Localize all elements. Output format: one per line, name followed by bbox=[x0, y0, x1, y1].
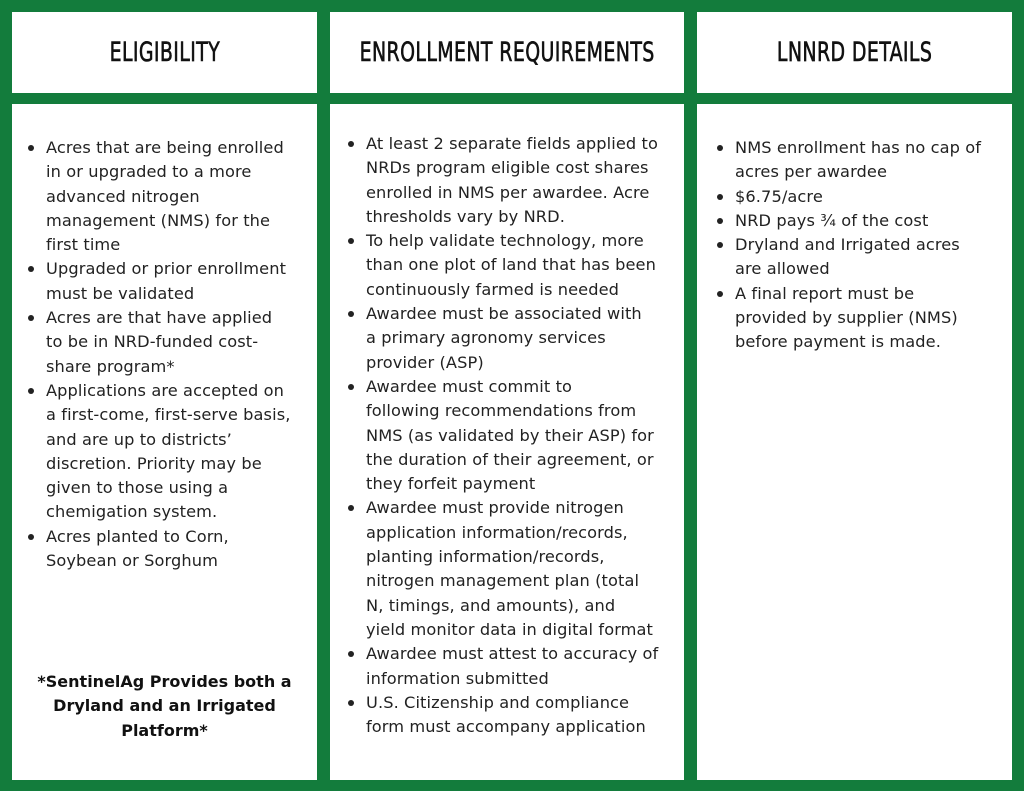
list-item-line: they forfeit payment bbox=[366, 474, 536, 494]
list-item-line: provider (ASP) bbox=[366, 352, 484, 372]
list-item bbox=[344, 642, 684, 691]
list-item-line: application information/records, bbox=[366, 522, 628, 542]
list-item bbox=[24, 525, 314, 574]
list-item-line: yield monitor data in digital format bbox=[366, 619, 654, 639]
list-item-line: acres per awardee bbox=[735, 162, 888, 182]
list-item-line: are allowed bbox=[735, 259, 830, 279]
list-item-line: continuously farmed is needed bbox=[366, 279, 620, 299]
list-item-line: chemigation system. bbox=[46, 502, 218, 522]
eligibility-header bbox=[12, 12, 317, 93]
list-item-line: Acres are that have applied bbox=[46, 308, 273, 328]
lnnrd-details-panel bbox=[697, 104, 1012, 780]
enrollment-requirements-header bbox=[330, 12, 684, 93]
list-item-line: a primary agronomy services bbox=[366, 328, 606, 348]
list-item-line: To help validate technology, more bbox=[366, 231, 644, 251]
list-item-line: in or upgraded to a more bbox=[46, 162, 252, 182]
list-item-line: planting information/records, bbox=[366, 547, 605, 567]
enrollment-requirements-list bbox=[344, 132, 684, 739]
enrollment-requirements-panel bbox=[330, 104, 684, 780]
list-item-line: information submitted bbox=[366, 668, 549, 688]
list-item-line: enrolled in NMS per awardee. Acre bbox=[366, 182, 650, 202]
list-item-line: U.S. Citizenship and compliance bbox=[366, 692, 630, 712]
list-item bbox=[344, 496, 684, 642]
list-item bbox=[344, 229, 684, 302]
list-item-line: At least 2 separate fields applied to bbox=[366, 134, 658, 153]
list-item-line: Acres that are being enrolled bbox=[46, 138, 284, 157]
list-item bbox=[344, 302, 684, 375]
list-item-line: Awardee must attest to accuracy of bbox=[366, 644, 659, 664]
eligibility-title: ELIGIBILITY bbox=[109, 37, 220, 68]
list-item bbox=[24, 306, 314, 379]
list-item bbox=[344, 691, 684, 740]
lnnrd-details-list bbox=[713, 136, 1009, 355]
footnote-line: Platform* bbox=[121, 720, 208, 740]
sentinelag-footnote bbox=[12, 670, 317, 743]
list-item-line: Applications are accepted on bbox=[46, 380, 284, 400]
list-item-line: following recommendations from bbox=[366, 401, 637, 421]
list-item-line: must be validated bbox=[46, 283, 195, 303]
list-item-line: share program* bbox=[46, 356, 175, 376]
list-item-line: Awardee must commit to bbox=[366, 376, 573, 396]
list-item-line: discretion. Priority may be bbox=[46, 453, 262, 473]
list-item-line: than one plot of land that has been bbox=[366, 255, 656, 275]
list-item-line: Soybean or Sorghum bbox=[46, 551, 218, 571]
list-item-line: Upgraded or prior enrollment bbox=[46, 259, 287, 279]
list-item-line: Acres planted to Corn, bbox=[46, 526, 229, 546]
lnnrd-details-header bbox=[697, 12, 1012, 93]
list-item-line: the duration of their agreement, or bbox=[366, 449, 654, 469]
list-item-line: NMS (as validated by their ASP) for bbox=[366, 425, 654, 445]
list-item-line: nitrogen management plan (total bbox=[366, 571, 640, 591]
list-item-line: $6.75/acre bbox=[735, 186, 823, 206]
list-item-line: NRD pays ¾ of the cost bbox=[735, 210, 929, 230]
list-item-line: before payment is made. bbox=[735, 332, 941, 352]
footnote-line: Dryland and an Irrigated bbox=[53, 696, 276, 716]
list-item-line: NRDs program eligible cost shares bbox=[366, 158, 649, 178]
list-item bbox=[24, 379, 314, 525]
footnote-line: *SentinelAg Provides both a bbox=[37, 672, 292, 691]
list-item-line: advanced nitrogen bbox=[46, 186, 200, 206]
list-item bbox=[24, 136, 314, 257]
list-item-line: a first-come, first-serve basis, bbox=[46, 405, 291, 425]
eligibility-panel bbox=[12, 104, 317, 780]
eligibility-list bbox=[24, 136, 314, 573]
list-item bbox=[713, 233, 1009, 282]
enrollment-requirements-title: ENROLLMENT REQUIREMENTS bbox=[359, 37, 655, 68]
list-item bbox=[713, 282, 1009, 355]
list-item bbox=[344, 375, 684, 496]
list-item-line: first time bbox=[46, 235, 121, 255]
list-item bbox=[713, 136, 1009, 185]
lnnrd-details-title: LNNRD DETAILS bbox=[776, 37, 933, 68]
list-item bbox=[713, 209, 1009, 233]
list-item-line: Awardee must be associated with bbox=[366, 304, 642, 324]
list-item-line: NMS enrollment has no cap of bbox=[735, 138, 982, 157]
list-item-line: given to those using a bbox=[46, 478, 229, 498]
list-item-line: Awardee must provide nitrogen bbox=[366, 498, 624, 518]
list-item-line: to be in NRD-funded cost- bbox=[46, 332, 259, 352]
list-item-line: A final report must be bbox=[735, 283, 915, 303]
list-item-line: Dryland and Irrigated acres bbox=[735, 235, 960, 255]
list-item-line: N, timings, and amounts), and bbox=[366, 595, 616, 615]
list-item-line: management (NMS) for the bbox=[46, 210, 271, 230]
list-item-line: form must accompany application bbox=[366, 717, 646, 737]
list-item-line: provided by supplier (NMS) bbox=[735, 308, 958, 328]
list-item-line: and are up to districts’ bbox=[46, 429, 232, 449]
list-item bbox=[344, 132, 684, 229]
list-item-line: thresholds vary by NRD. bbox=[366, 206, 565, 226]
list-item bbox=[713, 185, 1009, 209]
list-item bbox=[24, 257, 314, 306]
